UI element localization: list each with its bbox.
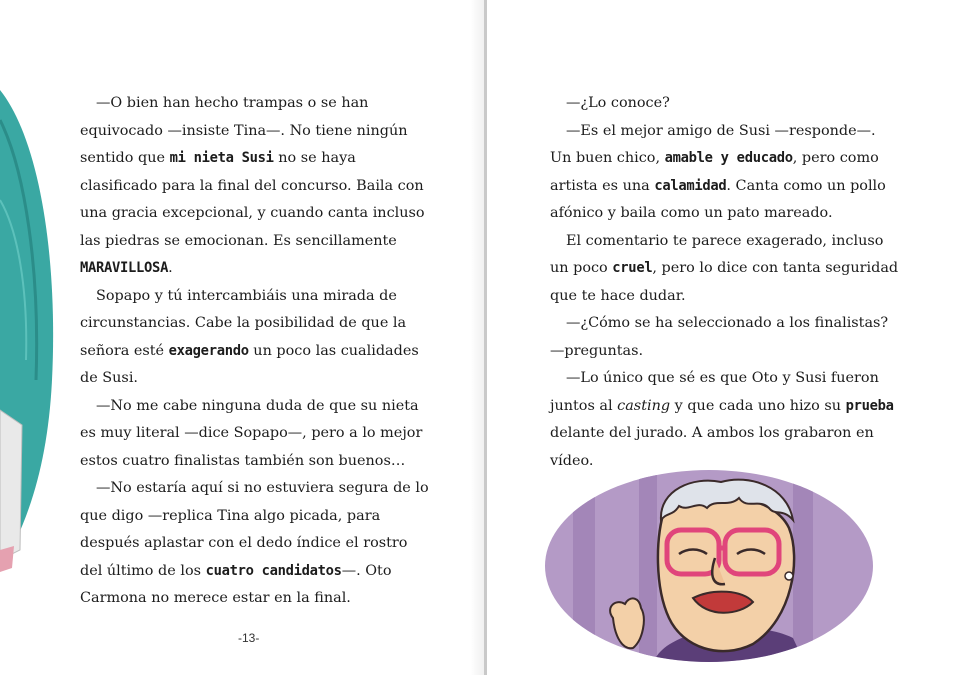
highlight-word: calamidad [654, 177, 727, 194]
left-page-text [80, 90, 430, 613]
paragraph: —No me cabe ninguna duda de que su nieta es muy literal —dice Sopapo—, pero a lo mejor estos cuatro finalistas también son buenos… [80, 397, 423, 469]
highlight-word: prueba [845, 397, 894, 414]
left-page [0, 0, 484, 675]
paragraph: —¿Lo conoce? [566, 95, 670, 111]
paragraph: El comentario te parece exagerado, incluso un poco cruel, pero lo dice con tanta seguridad que te hace dudar. [550, 232, 899, 304]
paragraph: —O bien han hecho trampas o se han equivocado —insiste Tina—. No tiene ningún sentido que mi nieta Susi no se haya clasificado para la final del concurso. Baila con una gracia excepcional, y cuando canta incluso las piedras se emocionan. Es sencillamente MARAVILLOSA. [80, 95, 425, 276]
highlight-word: mi nieta Susi [169, 150, 274, 166]
grandmother-portrait-illustration-icon [543, 468, 875, 664]
paragraph: —¿Cómo se ha seleccionado a los finalistas? —preguntas. [550, 315, 889, 359]
italic-word: casting [617, 397, 671, 414]
paragraph: —Lo único que sé es que Oto y Susi fueron juntos al casting y que cada uno hizo su prueba delante del jurado. A ambos los grabaron en vídeo. [550, 370, 894, 469]
paragraph: —Es el mejor amigo de Susi —responde—. Un buen chico, amable y educado, pero como artista es una calamidad. Canta como un pollo afónico y baila como un pato mareado. [550, 122, 886, 221]
highlight-word: cuatro candidatos [205, 562, 342, 579]
teal-leaf-illustration-icon [0, 80, 60, 580]
right-page-text [550, 90, 900, 475]
highlight-word: exagerando [168, 342, 249, 359]
paragraph: —No estaría aquí si no estuviera segura de lo que digo —replica Tina algo picada, para después aplastar con el dedo índice el rostro del último de los cuatro candidatos—. Oto Carmona no merece estar en la final. [80, 480, 429, 606]
paragraph: Sopapo y tú intercambiáis una mirada de circunstancias. Cabe la posibilidad de que la señora esté exagerando un poco las cualidades de Susi. [80, 287, 419, 386]
highlight-word: MARAVILLOSA [80, 260, 169, 276]
page-number: -13- [238, 631, 260, 645]
right-page [487, 0, 971, 675]
highlight-word: amable y educado [664, 150, 793, 166]
highlight-word: cruel [612, 260, 653, 276]
